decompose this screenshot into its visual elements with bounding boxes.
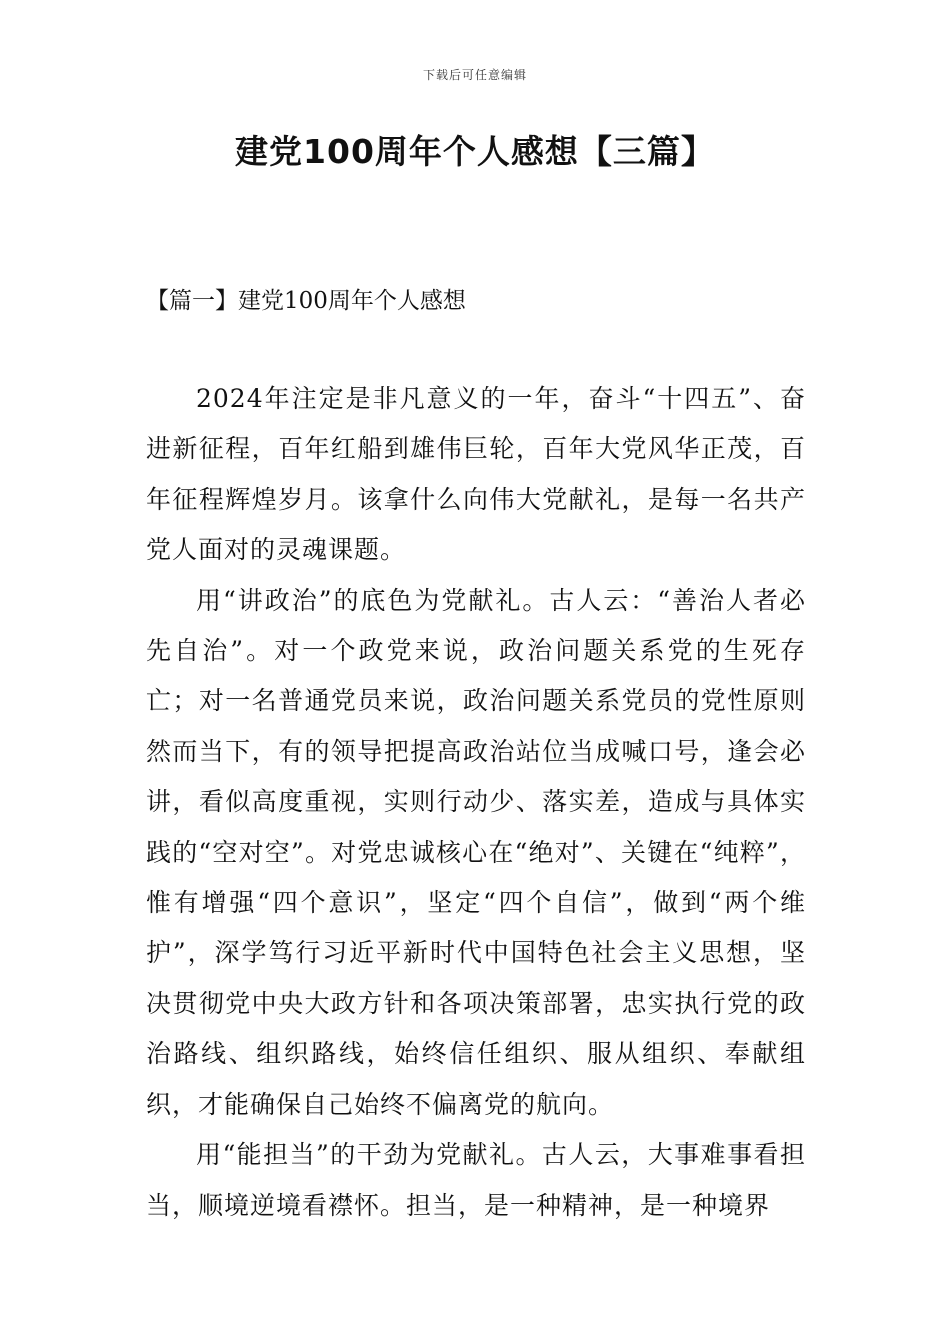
paragraph-3: 用“能担当”的干劲为党献礼。古人云，大事难事看担当，顺境逆境看襟怀。担当，是一种精神，是一种境界 <box>146 1140 806 1220</box>
document-title: 建党100周年个人感想【三篇】 <box>235 132 715 171</box>
paragraph-2: 用“讲政治”的底色为党献礼。古人云：“善治人者必先自治”。对一个政党来说，政治问题关系党的生死存亡；对一名普通党员来说，政治问题关系党员的党性原则然而当下，有的领导把提高政治站位当成喊口号，逢会必讲，看似高度重视，实则行动少、落实差，造成与具体实践的“空对空”。对党忠诚核心在“绝对”、关键在“纯粹”，惟有增强“四个意识”，坚定“四个自信”，做到“两个维护”，深学笃行习近平新时代中国特色社会主义思想，坚决贯彻党中央大政方针和各项决策部署，忠实执行党的政治路线、组织路线，始终信任组织、服从组织、奉献组织，才能确保自己始终不偏离党的航向。 <box>146 585 806 1119</box>
document-body <box>146 374 806 1231</box>
section-heading: 【篇一】建党100周年个人感想 <box>146 288 466 314</box>
header-note: 下载后可任意编辑 <box>422 68 527 82</box>
paragraph-1: 2024年注定是非凡意义的一年，奋斗“十四五”、奋进新征程，百年红船到雄伟巨轮，百年大党风华正茂，百年征程辉煌岁月。该拿什么向伟大党献礼，是每一名共产党人面对的灵魂课题。 <box>146 384 806 565</box>
